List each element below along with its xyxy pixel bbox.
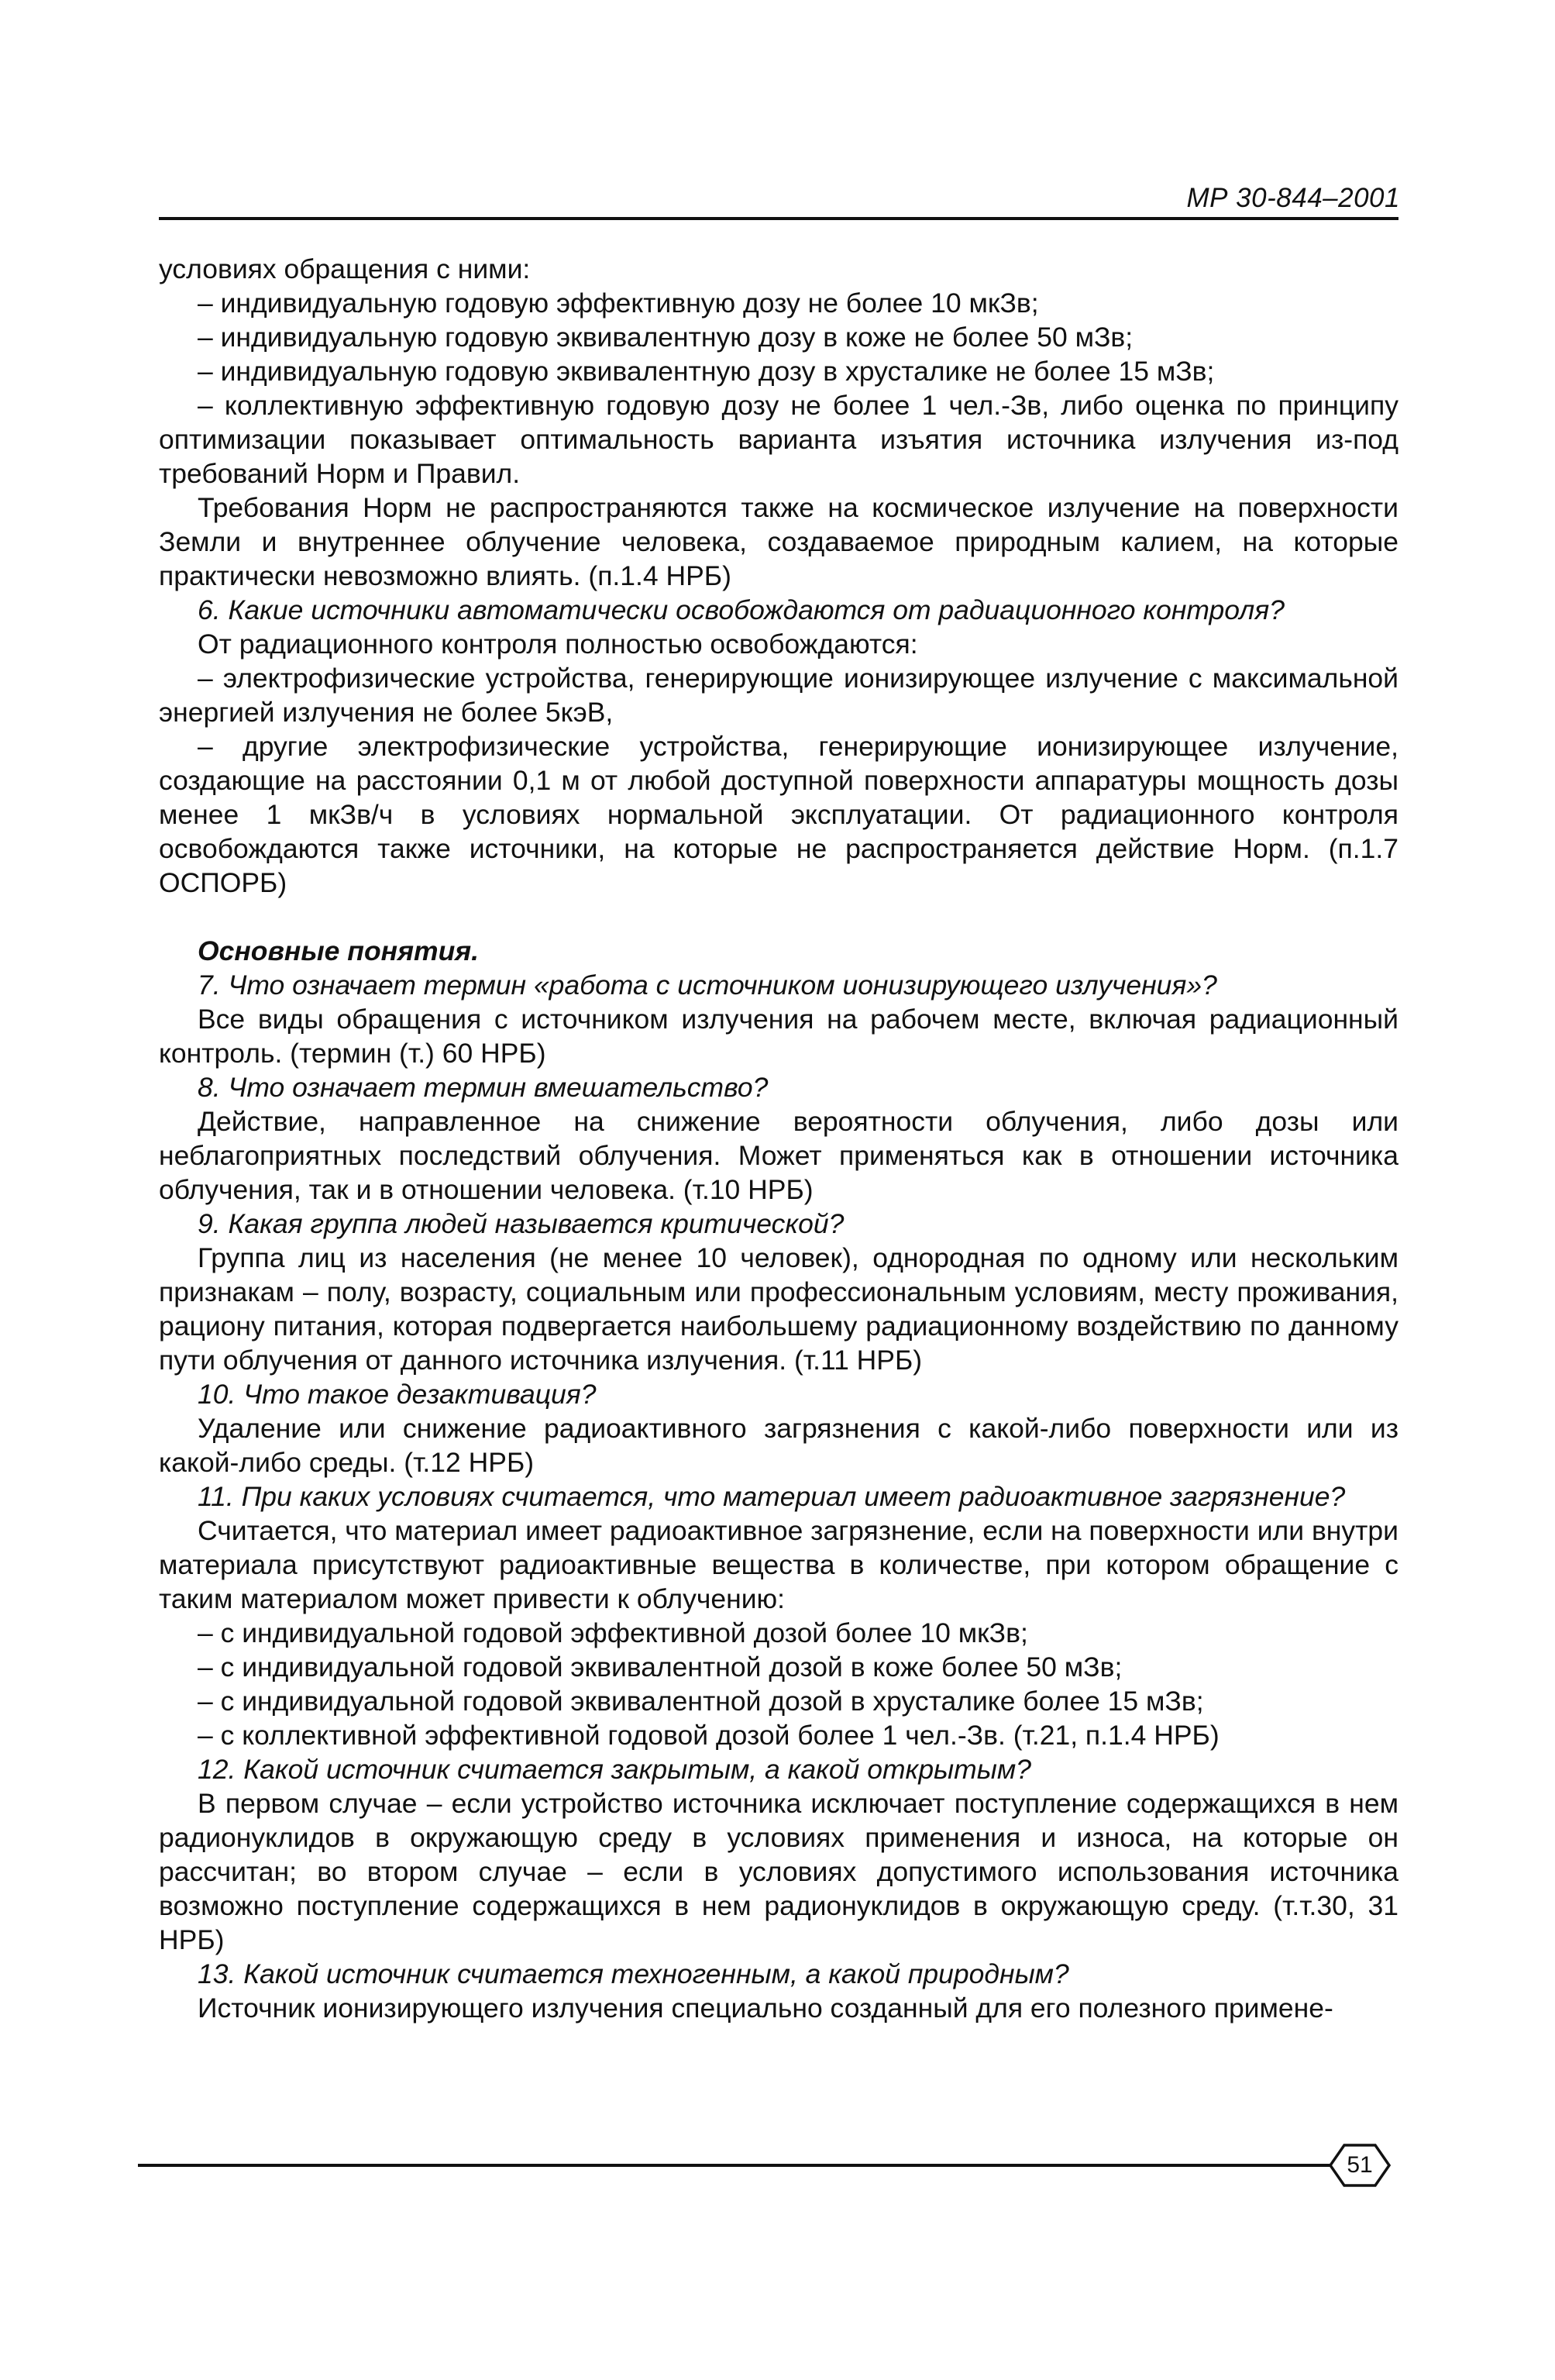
paragraph: Действие, направленное на снижение вероятности облучения, либо дозы или неблагоприятных последствий облучения. Может применяться как в отношении источника облучения, так и в отношении человека. (т.10 НРБ): [159, 1106, 1398, 1205]
list-item: – с индивидуальной годовой эквивалентной дозой в хрусталике более 15 мЗв;: [198, 1686, 1204, 1717]
question-heading: 8. Что означает термин вмешательство?: [198, 1072, 769, 1103]
question-heading: 13. Какой источник считается техногенным, а какой природным?: [198, 1958, 1069, 1989]
page-number: 51: [1347, 2152, 1373, 2178]
paragraph: условиях обращения с ними:: [159, 253, 531, 284]
question-heading: 11. При каких условиях считается, что материал имеет радиоактивное загрязнение?: [198, 1481, 1346, 1512]
list-item: – индивидуальную годовую эффективную дозу не более 10 мкЗв;: [198, 288, 1039, 319]
list-item: – электрофизические устройства, генерирующие ионизирующее излучение с максимальной энергией излучения не более 5кэВ,: [159, 663, 1398, 728]
paragraph: Все виды обращения с источником излучения на рабочем месте, включая радиационный контроль. (термин (т.) 60 НРБ): [159, 1004, 1398, 1069]
paragraph: Источник ионизирующего излучения специально созданный для его полезного примене-: [198, 1993, 1333, 2024]
footer-divider: [138, 2164, 1331, 2167]
question-heading: 10. Что такое дезактивация?: [198, 1379, 597, 1410]
list-item: – коллективную эффективную годовую дозу не более 1 чел.-Зв, либо оценка по принципу оптимизации показывает оптимальность варианта изъятия источника излучения из-под требований Норм и Правил.: [159, 390, 1398, 489]
question-heading: 12. Какой источник считается закрытым, а какой открытым?: [198, 1754, 1031, 1785]
list-item: – индивидуальную годовую эквивалентную дозу в коже не более 50 мЗв;: [198, 322, 1134, 353]
question-heading: 9. Какая группа людей называется критической?: [198, 1208, 845, 1239]
question-heading: 6. Какие источники автоматически освобождаются от радиационного контроля?: [198, 594, 1285, 625]
list-item: – с коллективной эффективной годовой дозой более 1 чел.-Зв. (т.21, п.1.4 НРБ): [198, 1720, 1220, 1751]
paragraph: Удаление или снижение радиоактивного загрязнения с какой-либо поверхности или из какой-либо среды. (т.12 НРБ): [159, 1413, 1398, 1478]
question-heading: 7. Что означает термин «работа с источником ионизирующего излучения»?: [198, 970, 1217, 1001]
paragraph: Считается, что материал имеет радиоактивное загрязнение, если на поверхности или внутри материала присутствуют радиоактивные вещества в количестве, при котором обращение с таким материалом может привести к облучению:: [159, 1515, 1398, 1614]
header-divider: [159, 217, 1398, 220]
paragraph: Группа лиц из населения (не менее 10 человек), однородная по одному или нескольким признакам – полу, возрасту, социальным или профессиональным условиям, месту проживания, рациону питания, которая подвергается наибольшему радиационному воздействию по данному пути облучения от данного источника излучения. (т.11 НРБ): [159, 1242, 1398, 1376]
paragraph: От радиационного контроля полностью освобождаются:: [198, 629, 918, 660]
list-item: – с индивидуальной годовой эквивалентной дозой в коже более 50 мЗв;: [198, 1652, 1123, 1683]
document-code: МР 30-844–2001: [1186, 183, 1400, 213]
list-item: – индивидуальную годовую эквивалентную дозу в хрусталике не более 15 мЗв;: [198, 356, 1215, 387]
paragraph: Требования Норм не распространяются также на космическое излучение на поверхности Земли и внутреннее облучение человека, создаваемое природным калием, на которые практически невозможно влиять. (п.1.4 НРБ): [159, 492, 1398, 591]
page-body: [159, 252, 1398, 2025]
paragraph: В первом случае – если устройство источника исключает поступление содержащихся в нем радионуклидов в окружающую среду в условиях применения и износа, на которые он рассчитан; во втором случае – если в условиях допустимого использования источника возможно поступление содержащихся в нем радионуклидов в окружающую среду. (т.т.30, 31 НРБ): [159, 1788, 1398, 1955]
list-item: – другие электрофизические устройства, генерирующие ионизирующее излучение, создающие на расстоянии 0,1 м от любой доступной поверхности аппаратуры мощность дозы менее 1 мкЗв/ч в условиях нормальной эксплуатации. От радиационного контроля освобождаются также источники, на которые не распространяется действие Норм. (п.1.7 ОСПОРБ): [159, 731, 1398, 898]
page-number-badge: [1327, 2142, 1392, 2189]
section-heading: Основные понятия.: [198, 935, 480, 966]
list-item: – с индивидуальной годовой эффективной дозой более 10 мкЗв;: [198, 1617, 1028, 1648]
